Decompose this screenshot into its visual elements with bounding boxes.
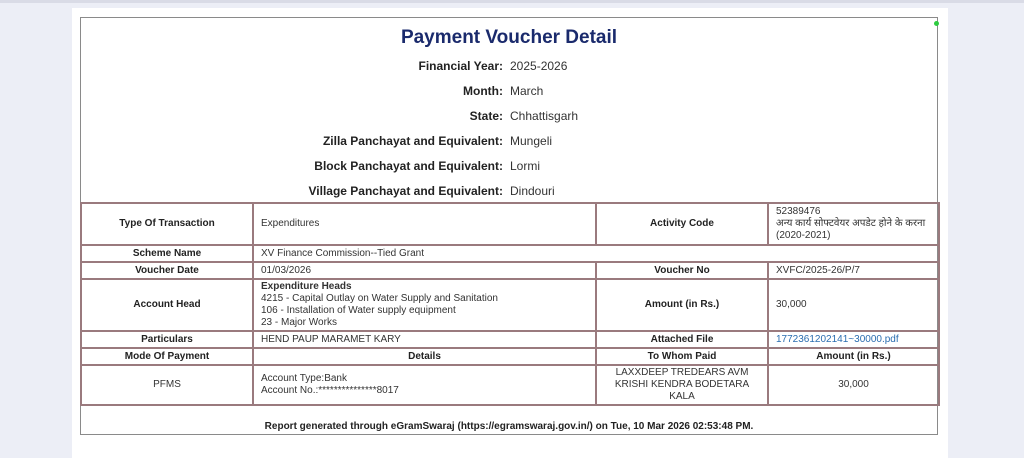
attached-file-link[interactable]: 1772361202141~30000.pdf <box>776 333 899 345</box>
voucher-no-label: Voucher No <box>596 262 768 279</box>
details-header: Details <box>253 348 596 365</box>
activity-code-desc: अन्य कार्य सोफ्टवेयर अपडेट होने के करना (2020-2021) <box>776 218 926 241</box>
particulars-label: Particulars <box>81 331 253 348</box>
account-no: Account No.:***************8017 <box>261 385 399 396</box>
info-block-panchayat <box>80 159 938 177</box>
activity-code-number: 52389476 <box>776 206 821 217</box>
voucher-date-label: Voucher Date <box>81 262 253 279</box>
mode-of-payment-header: Mode Of Payment <box>81 348 253 365</box>
expenditure-head-item: 106 - Installation of Water supply equipment <box>261 305 456 316</box>
info-label: Village Panchayat and Equivalent: <box>308 184 503 198</box>
scheme-name-value: XV Finance Commission--Tied Grant <box>253 245 939 262</box>
status-dot-icon <box>934 21 939 26</box>
info-value: 2025-2026 <box>510 59 568 73</box>
account-head-label: Account Head <box>81 279 253 331</box>
table-row <box>81 331 939 348</box>
scheme-name-label: Scheme Name <box>81 245 253 262</box>
info-value: Lormi <box>510 159 541 173</box>
activity-code-cell <box>768 203 939 245</box>
info-financial-year <box>80 59 938 77</box>
details-cell <box>253 365 596 405</box>
voucher-no-value: XVFC/2025-26/P/7 <box>768 262 939 279</box>
type-of-transaction-label: Type Of Transaction <box>81 203 253 245</box>
info-state <box>80 109 938 127</box>
payee-line: LAXXDEEP TREDEARS AVM <box>615 367 749 378</box>
table-row <box>81 365 939 405</box>
to-whom-paid-header: To Whom Paid <box>596 348 768 365</box>
amount-label: Amount (in Rs.) <box>596 279 768 331</box>
activity-code-label: Activity Code <box>596 203 768 245</box>
report-footer: Report generated through eGramSwaraj (https://egramswaraj.gov.in/) on Tue, 10 Mar 2026 02:53:48 PM. <box>264 421 754 432</box>
table-row <box>81 262 939 279</box>
account-head-cell <box>253 279 596 331</box>
info-value: Chhattisgarh <box>510 109 579 123</box>
top-divider <box>0 0 1024 3</box>
info-label: Financial Year: <box>418 59 503 73</box>
type-of-transaction-value: Expenditures <box>253 203 596 245</box>
table-row <box>81 203 939 245</box>
attached-file-label: Attached File <box>596 331 768 348</box>
info-label: Block Panchayat and Equivalent: <box>314 159 503 173</box>
payee-line: KRISHI KENDRA BODETARA KALA <box>614 379 750 402</box>
info-value: Mungeli <box>510 134 553 148</box>
voucher-table <box>80 202 940 406</box>
page-title: Payment Voucher Detail <box>400 27 618 48</box>
attached-file-cell <box>768 331 939 348</box>
table-row <box>81 245 939 262</box>
expenditure-head-item: 23 - Major Works <box>261 317 337 328</box>
info-label: Zilla Panchayat and Equivalent: <box>322 134 503 148</box>
info-label: State: <box>469 109 503 123</box>
payment-amount-header: Amount (in Rs.) <box>768 348 939 365</box>
expenditure-head-item: 4215 - Capital Outlay on Water Supply and Sanitation <box>261 293 498 304</box>
table-row <box>81 348 939 365</box>
info-label: Month: <box>463 84 503 98</box>
payee-cell <box>596 365 768 405</box>
info-month <box>80 84 938 102</box>
info-value: March <box>510 84 544 98</box>
account-type: Account Type:Bank <box>261 373 347 384</box>
payment-amount-value: 30,000 <box>768 365 939 405</box>
particulars-value: HEND PAUP MARAMET KARY <box>253 331 596 348</box>
info-village-panchayat <box>80 184 938 202</box>
amount-value: 30,000 <box>768 279 939 331</box>
expenditure-heads-title: Expenditure Heads <box>261 281 352 292</box>
table-row <box>81 279 939 331</box>
voucher-date-value: 01/03/2026 <box>253 262 596 279</box>
info-value: Dindouri <box>510 184 555 198</box>
info-zilla-panchayat <box>80 134 938 152</box>
mode-of-payment-value: PFMS <box>81 365 253 405</box>
